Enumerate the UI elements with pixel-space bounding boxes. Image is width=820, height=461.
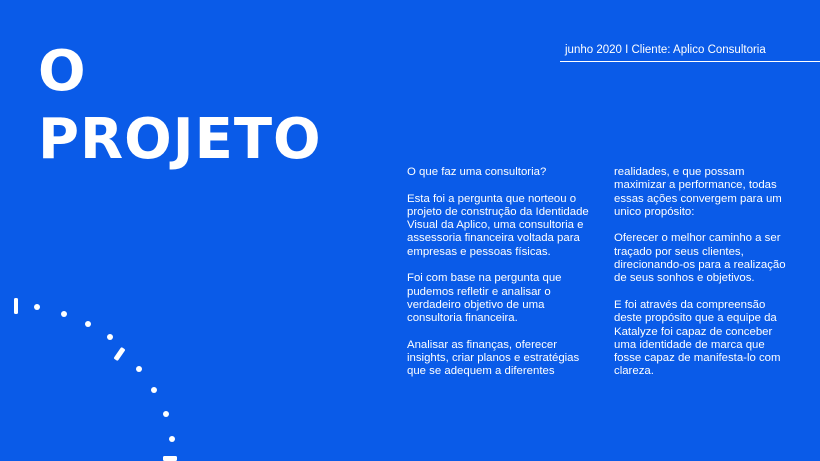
text-column-left — [407, 166, 597, 392]
dot-mark — [151, 387, 157, 393]
dash-mark — [14, 298, 18, 314]
paragraph: O que faz uma consultoria? — [407, 166, 547, 178]
meta-divider — [560, 61, 820, 62]
paragraph: Foi com base na pergunta que pudemos refletir e analisar o verdadeiro objetivo de uma consultoria financeira. — [407, 272, 562, 325]
dot-mark — [107, 334, 113, 340]
dash-mark — [113, 347, 125, 361]
dot-mark — [136, 366, 142, 372]
title-line-2: PROJETO — [38, 107, 322, 172]
page-title — [38, 38, 322, 174]
paragraph: E foi através da compreensão deste propósito que a equipe da Katalyze foi capaz de conceber uma identidade de marca que fosse capaz de manifesta-lo com clareza. — [614, 298, 781, 378]
dash-mark — [163, 456, 177, 461]
dot-mark — [169, 436, 175, 442]
decorative-dotted-arc — [0, 290, 200, 461]
dot-mark — [85, 321, 91, 327]
paragraph: realidades, e que possam maximizar a performance, todas essas ações convergem para um unico propósito: — [614, 166, 782, 218]
project-meta: junho 2020 I Cliente: Aplico Consultoria — [565, 44, 766, 56]
paragraph: Esta foi a pergunta que norteou o projeto de construção da Identidade Visual da Aplico, uma consultoria e assessoria financeira voltada para empresas e pessoas físicas. — [407, 192, 589, 258]
paragraph: Oferecer o melhor caminho a ser traçado por seus clientes, direcionando-os para a realização de seus sonhos e objetivos. — [614, 232, 786, 285]
paragraph: Analisar as finanças, oferecer insights, criar planos e estratégias que se adequem a diferentes — [407, 338, 580, 378]
dot-mark — [34, 304, 40, 310]
dot-mark — [163, 411, 169, 417]
title-line-1: O — [38, 39, 87, 104]
dot-mark — [61, 311, 67, 317]
text-column-right — [614, 166, 789, 392]
